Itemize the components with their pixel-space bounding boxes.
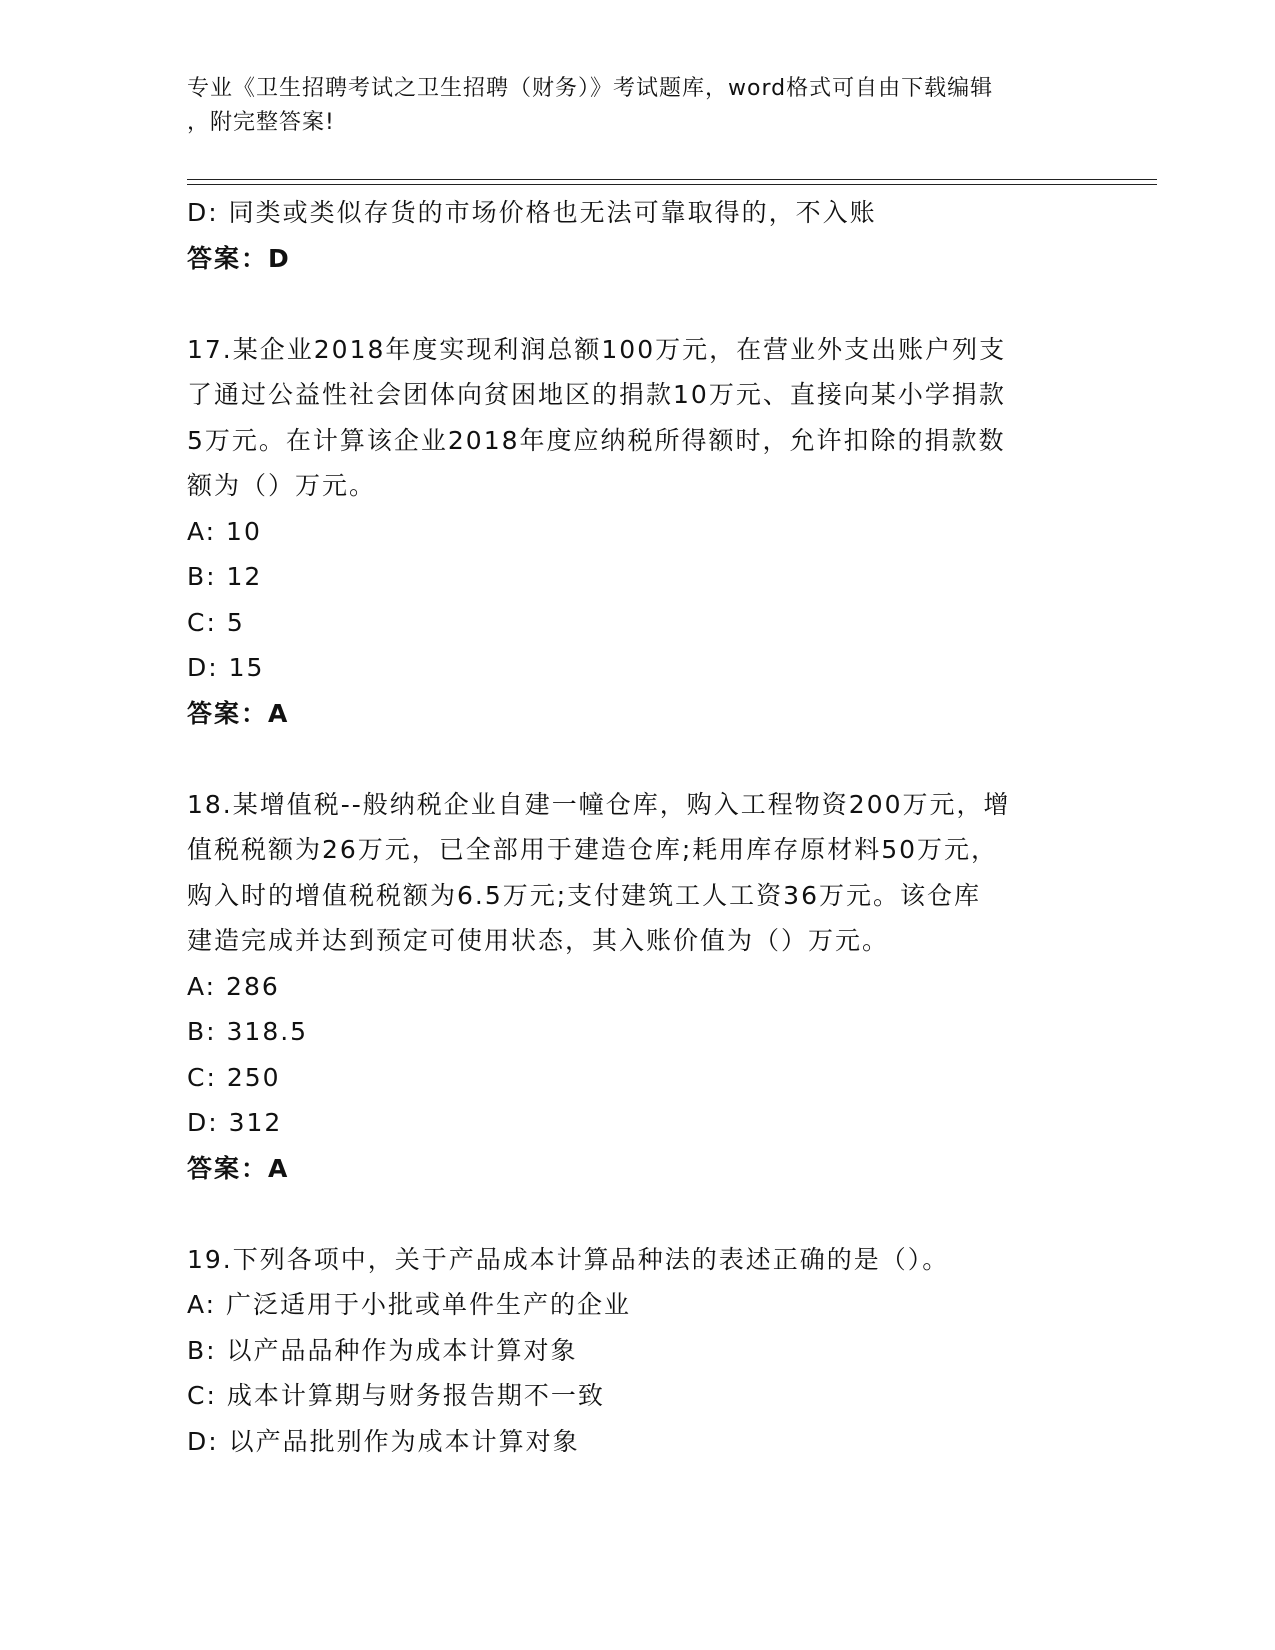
question-17-text-line-2: 了通过公益性社会团体向贫困地区的捐款10万元、直接向某小学捐款 bbox=[187, 380, 1006, 409]
question-18-option-c: C: 250 bbox=[187, 1062, 281, 1092]
question-19-option-c: C: 成本计算期与财务报告期不一致 bbox=[187, 1381, 605, 1410]
question-19-text-line-1: 19.下列各项中，关于产品成本计算品种法的表述正确的是（）。 bbox=[187, 1244, 950, 1274]
question-18-text-line-2: 值税税额为26万元，已全部用于建造仓库;耗用库存原材料50万元， bbox=[187, 835, 999, 864]
question-18-text-line-3: 购入时的增值税税额为6.5万元;支付建筑工人工资36万元。该仓库 bbox=[187, 880, 981, 910]
spacer bbox=[187, 1191, 1087, 1237]
question-17-option-d: D: 15 bbox=[187, 653, 265, 682]
question-19-option-d: D: 以产品批别作为成本计算对象 bbox=[187, 1426, 580, 1456]
question-19-option-a: A: 广泛适用于小批或单件生产的企业 bbox=[187, 1290, 632, 1319]
header-line-1: 专业《卫生招聘考试之卫生招聘（财务）》考试题库，word格式可自由下载编辑 bbox=[187, 76, 994, 101]
document-header bbox=[187, 72, 1067, 140]
document-content bbox=[187, 190, 1087, 1464]
question-18-option-d: D: 312 bbox=[187, 1108, 283, 1137]
question-18-answer: 答案：A bbox=[187, 1153, 290, 1183]
question-18-option-b: B: 318.5 bbox=[187, 1017, 309, 1046]
question-18 bbox=[187, 782, 1087, 1192]
header-divider-top bbox=[187, 179, 1157, 180]
question-17-option-b: B: 12 bbox=[187, 562, 263, 591]
question-18-text-line-1: 18.某增值税--般纳税企业自建一幢仓库，购入工程物资200万元，增 bbox=[187, 789, 1011, 819]
spacer bbox=[187, 281, 1087, 327]
question-18-text-line-4: 建造完成并达到预定可使用状态，其入账价值为（）万元。 bbox=[187, 926, 890, 955]
question-19 bbox=[187, 1237, 1087, 1465]
header-line-2: ，附完整答案! bbox=[187, 110, 335, 135]
question-17-text-line-1: 17.某企业2018年度实现利润总额100万元，在营业外支出账户列支 bbox=[187, 334, 1007, 364]
question-18-option-a: A: 286 bbox=[187, 971, 280, 1001]
question-17-answer: 答案：A bbox=[187, 698, 290, 728]
question-17 bbox=[187, 327, 1087, 737]
question-17-option-a: A: 10 bbox=[187, 516, 262, 546]
question-17-text-line-3: 5万元。在计算该企业2018年度应纳税所得额时，允许扣除的捐款数 bbox=[187, 425, 1006, 455]
header-divider-bottom bbox=[187, 184, 1157, 185]
question-17-text-line-4: 额为（）万元。 bbox=[187, 471, 377, 500]
prev-question-option-d: D: 同类或类似存货的市场价格也无法可靠取得的，不入账 bbox=[187, 198, 877, 227]
prev-question-answer: 答案：D bbox=[187, 243, 291, 273]
question-17-option-c: C: 5 bbox=[187, 607, 245, 637]
spacer bbox=[187, 736, 1087, 782]
question-19-option-b: B: 以产品品种作为成本计算对象 bbox=[187, 1335, 578, 1365]
